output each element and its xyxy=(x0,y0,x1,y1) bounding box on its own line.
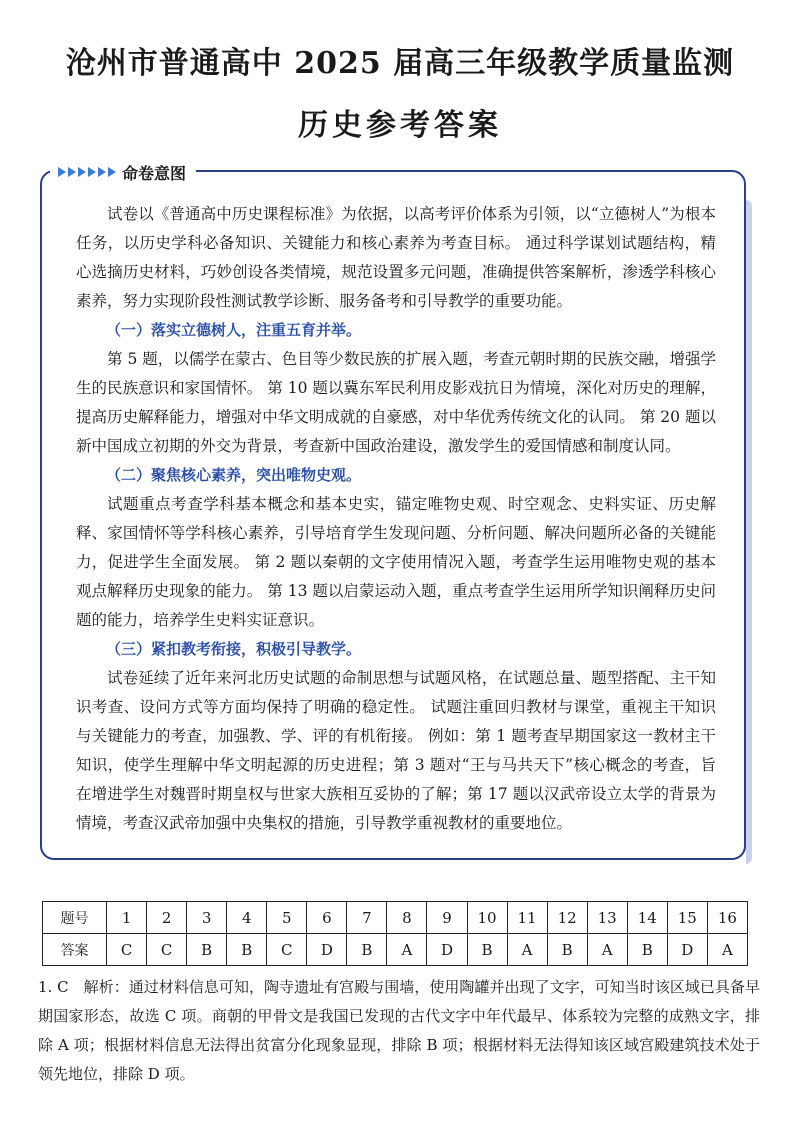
question-number: 15 xyxy=(667,902,707,934)
question-number: 4 xyxy=(227,902,267,934)
section-text: 第 5 题，以儒学在蒙古、色目等少数民族的扩展入题，考查元朝时期的民族交融，增强学生的民族意识和家国情怀。 第 10 题以冀东军民利用皮影戏抗日为情境，深化对历史的理解，提高历史解释能力，增强对中华文明成就的自豪感，对中华优秀传统文化的认同。 第 20 题以新中国成立初期的外交为背景，考查新中国政治建设，激发学生的爱国情感和制度认同。 xyxy=(76,350,716,455)
answer-table xyxy=(42,901,748,966)
page-subtitle: 历史参考答案 xyxy=(298,108,502,143)
answer-cell: A xyxy=(507,934,547,966)
question-number: 2 xyxy=(147,902,187,934)
intent-body xyxy=(76,200,716,838)
answer-cell: C xyxy=(147,934,187,966)
question-number: 16 xyxy=(707,902,747,934)
intent-box-shadow xyxy=(746,200,752,864)
question-number: 5 xyxy=(267,902,307,934)
answer-cell: A xyxy=(387,934,427,966)
question-number: 8 xyxy=(387,902,427,934)
answer-cell: B xyxy=(467,934,507,966)
intent-intro: 试卷以《普通高中历史课程标准》为依据，以高考评价体系为引领，以“立德树人”为根本任务，以历史学科必备知识、关键能力和核心素养为考查目标。 通过科学谋划试题结构，精心选摘历史材料，巧妙创设各类情境，规范设置多元问题，准确提供答案解析，渗透学科核心素养，努力实现阶段性测试教学诊断、服务备考和引导教学的重要功能。 xyxy=(76,205,716,310)
section-heading: （三）紧扣教考衔接，积极引导教学。 xyxy=(106,640,362,658)
page-title: 沧州市普通高中 2025 届高三年级教学质量监测 xyxy=(65,46,735,81)
question-number: 7 xyxy=(347,902,387,934)
answer-cell: A xyxy=(587,934,627,966)
question-number: 3 xyxy=(187,902,227,934)
question-number: 9 xyxy=(427,902,467,934)
section-heading: （二）聚焦核心素养，突出唯物史观。 xyxy=(106,466,362,484)
question-number: 1 xyxy=(107,902,147,934)
answer-cell: C xyxy=(107,934,147,966)
answer-cell: B xyxy=(547,934,587,966)
question-number: 6 xyxy=(307,902,347,934)
answer-cell: D xyxy=(667,934,707,966)
intent-label: 命卷意图 xyxy=(122,163,187,183)
answer-table-answer-row xyxy=(43,934,748,966)
question-number: 11 xyxy=(507,902,547,934)
answer-cell: B xyxy=(187,934,227,966)
intent-header xyxy=(50,160,196,184)
answer-cell: B xyxy=(227,934,267,966)
answer-cell: D xyxy=(307,934,347,966)
answer-cell: B xyxy=(347,934,387,966)
question-number: 10 xyxy=(467,902,507,934)
answer-cell: D xyxy=(427,934,467,966)
row-label: 题号 xyxy=(43,902,107,934)
question-number: 12 xyxy=(547,902,587,934)
section-heading: （一）落实立德树人，注重五育并举。 xyxy=(106,321,362,339)
answer-cell: A xyxy=(707,934,747,966)
answer-cell: B xyxy=(627,934,667,966)
section-text: 试卷延续了近年来河北历史试题的命制思想与试题风格，在试题总量、题型搭配、主干知识考查、设问方式等方面均保持了明确的稳定性。 试题注重回归教材与课堂，重视主干知识与关键能力的考查，加强教、学、评的有机衔接。 例如：第 1 题考查早期国家这一教材主干知识，使学生理解中华文明起源的历史进程；第 3 题对“王与马共天下”核心概念的考查，旨在增进学生对魏晋时期皇权与世家大族相互妥协的了解；第 17 题以汉武帝设立太学的背景为情境，考查汉武帝加强中央集权的措施，引导教学重视教材的重要地位。 xyxy=(76,669,716,832)
question-number: 13 xyxy=(587,902,627,934)
analysis-item-1: 1. C 解析：通过材料信息可知，陶寺遗址有宫殿与围墙，使用陶罐并出现了文字，可知当时该区域已具备早期国家形态，故选 C 项。商朝的甲骨文是我国已发现的古代文字中年代最早、体系较为完整的成熟文字，排除 A 项；根据材料信息无法得出贫富分化现象显现，排除 B 项；根据材料无法得知该区域宫殿建筑技术处于领先地位，排除 D 项。 xyxy=(38,978,760,1083)
row-label: 答案 xyxy=(43,934,107,966)
answer-cell: C xyxy=(267,934,307,966)
section-text: 试题重点考查学科基本概念和基本史实，锚定唯物史观、时空观念、史料实证、历史解释、家国情怀等学科核心素养，引导培育学生发现问题、分析问题、解决问题所必备的关键能力，促进学生全面发展。 第 2 题以秦朝的文字使用情况入题，考查学生运用唯物史观的基本观点解释历史现象的能力。 第 13 题以启蒙运动入题，重点考查学生运用所学知识阐释历史问题的能力，培养学生史料实证意识。 xyxy=(76,495,716,629)
question-number: 14 xyxy=(627,902,667,934)
arrow-decoration-icon xyxy=(58,167,116,177)
answer-table-number-row xyxy=(43,902,748,934)
